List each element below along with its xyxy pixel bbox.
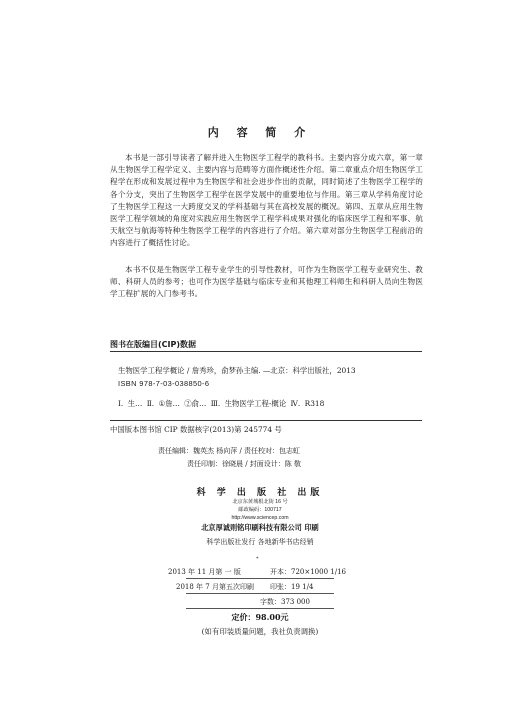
summary-paragraph-1: 本书是一部引导读者了解并进入生物医学工程学的教科书。主要内容分成六章，第一章从生物医学工程学定义、主要内容与范畴等方面作概述性介绍。第二章重点介绍生物医学工程学在形成和发展过程中为生物医学和社会进步作出的贡献，同时简述了生物医学工程学的各个分支，突出了生物医学工程学在医学发展中的重要地位与作用。第三章从学科角度讨论了生物医学工程这一大跨度交叉的学科基础与其在高校发展的概况。第四、五章从应用生物医学工程学领域的角度对实践应用生物医学工程学科成果对强化的临床医学工程和军事、航天航空与航海等特种生物医学工程学的内容进行了介绍。第六章对部分生物医学工程前沿的内容进行了概括性讨论。: [110, 153, 423, 248]
print-sheets: 印张：19 1/4: [270, 583, 314, 591]
cip-title-line: 生物医学工程学概论 / 詹秀珍，俞梦孙主编. —北京：科学出版社，2013: [118, 366, 356, 375]
summary-paragraph-2: 本书不仅是生物医学工程专业学生的引导性教材，可作为生物医学工程专业研究生、教师、科研人员的参考；也可作为医学基础与临床专业和其他理工科师生和科研人员向生物医学工程扩展的入门参考书。: [110, 265, 423, 299]
edition-rule-1: [186, 578, 334, 579]
content-summary-title: 内 容 简 介: [207, 126, 313, 139]
reprint-date: 2018 年 7 月第五次印刷: [176, 583, 254, 591]
production-credits: 责任印制：徐晓晨 / 封面设计：陈 敬: [187, 460, 302, 468]
publisher-website: http://www.sciencep.com: [231, 515, 289, 521]
star-mark: *: [256, 556, 259, 562]
first-edition-date: 2013 年 11 月第 一 版: [168, 568, 241, 576]
quality-note: (如有印装质量问题，我社负责调换): [201, 627, 319, 636]
price: 定价：98.00元: [231, 612, 289, 622]
edition-rule-2: [186, 593, 334, 594]
distribution-line: 科学出版社发行 各地新华书店经销: [206, 538, 314, 546]
cip-heading: 图书在版编目(CIP)数据: [110, 340, 197, 349]
editor-credits: 责任编辑：魏英杰 杨向萍 / 责任校对：包志虹: [158, 447, 301, 455]
book-format: 开本：720×1000 1/16: [270, 568, 346, 576]
edition-rule-3: [186, 608, 334, 609]
word-count: 字数：373 000: [260, 598, 310, 606]
cip-record-number: 中国版本图书馆 CIP 数据核字(2013)第 245774 号: [110, 425, 282, 434]
cip-classification: Ⅰ. 生… Ⅱ. ①詹… ②俞… Ⅲ. 生物医学工程-概论 Ⅳ. R318: [118, 399, 325, 408]
publisher-address: 北京东黄城根北街 16 号: [232, 499, 288, 505]
publisher-name: 科 学 出 版 社 出版: [196, 488, 324, 498]
cip-top-rule: [110, 351, 422, 352]
cip-isbn: ISBN 978-7-03-038850-6: [118, 379, 210, 388]
cip-bottom-rule: [110, 420, 422, 421]
publisher-postcode: 邮政编码：100717: [238, 507, 282, 513]
printer-line: 北京厚诚则铭印刷科技有限公司 印刷: [201, 523, 319, 532]
